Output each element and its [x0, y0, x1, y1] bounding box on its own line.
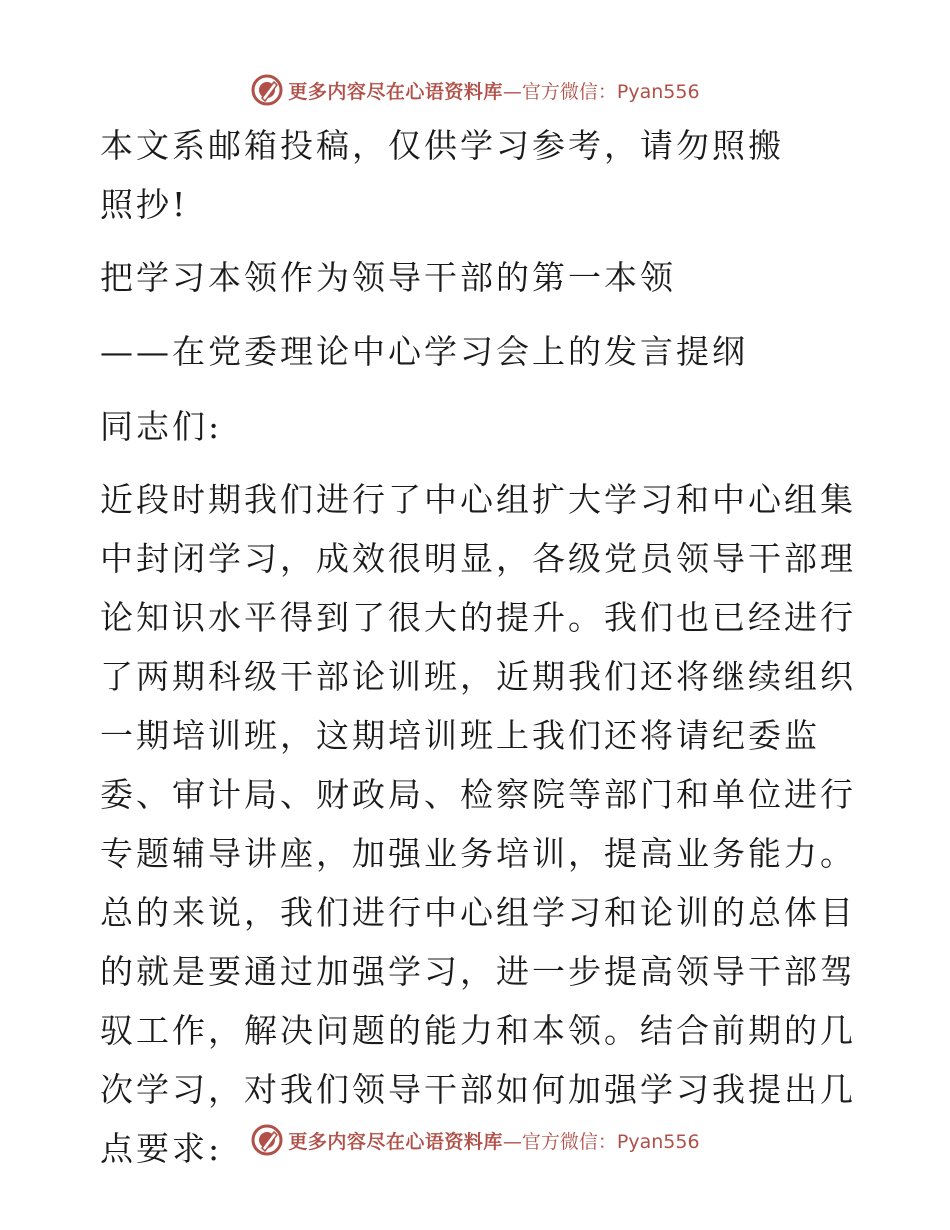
document-title: 把学习本领作为领导干部的第一本领	[100, 258, 676, 297]
watermark-wechat: —官方微信：Pyan556	[502, 1130, 700, 1153]
pen-logo-icon	[250, 1123, 284, 1157]
watermark-site-name: 更多内容尽在心语资料库	[288, 80, 503, 103]
body-paragraph: 近段时期我们进行了中心组扩大学习和中心组集中封闭学习，成效很明显，各级党员领导干部理论知识水平得到了很大的提升。我们也已经进行了两期科级干部论训班，近期我们还将继续组织一期培训班，这期培训班上我们还将请纪委监委、审计局、财政局、检察院等部门和单位进行专题辅导讲座，加强业务培训，提高业务能力。总的来说，我们进行中心组学习和论训的总体目的就是要通过加强学习，进一步提高领导干部驾驭工作，解决问题的能力和本领。结合前期的几次学习，对我们领导干部如何加强学习我提出几点要求:	[100, 480, 856, 1168]
notice-text: 本文系邮箱投稿，仅供学习参考，请勿照搬照抄!	[100, 126, 784, 224]
watermark-wechat: —官方微信：Pyan556	[502, 80, 700, 103]
document-subtitle: ——在党委理论中心学习会上的发言提纲	[100, 332, 748, 371]
watermark-header	[0, 70, 950, 110]
watermark-footer	[0, 1120, 950, 1160]
watermark-site-name: 更多内容尽在心语资料库	[288, 1130, 503, 1153]
salutation: 同志们:	[100, 407, 223, 446]
pen-logo-icon	[250, 73, 284, 107]
